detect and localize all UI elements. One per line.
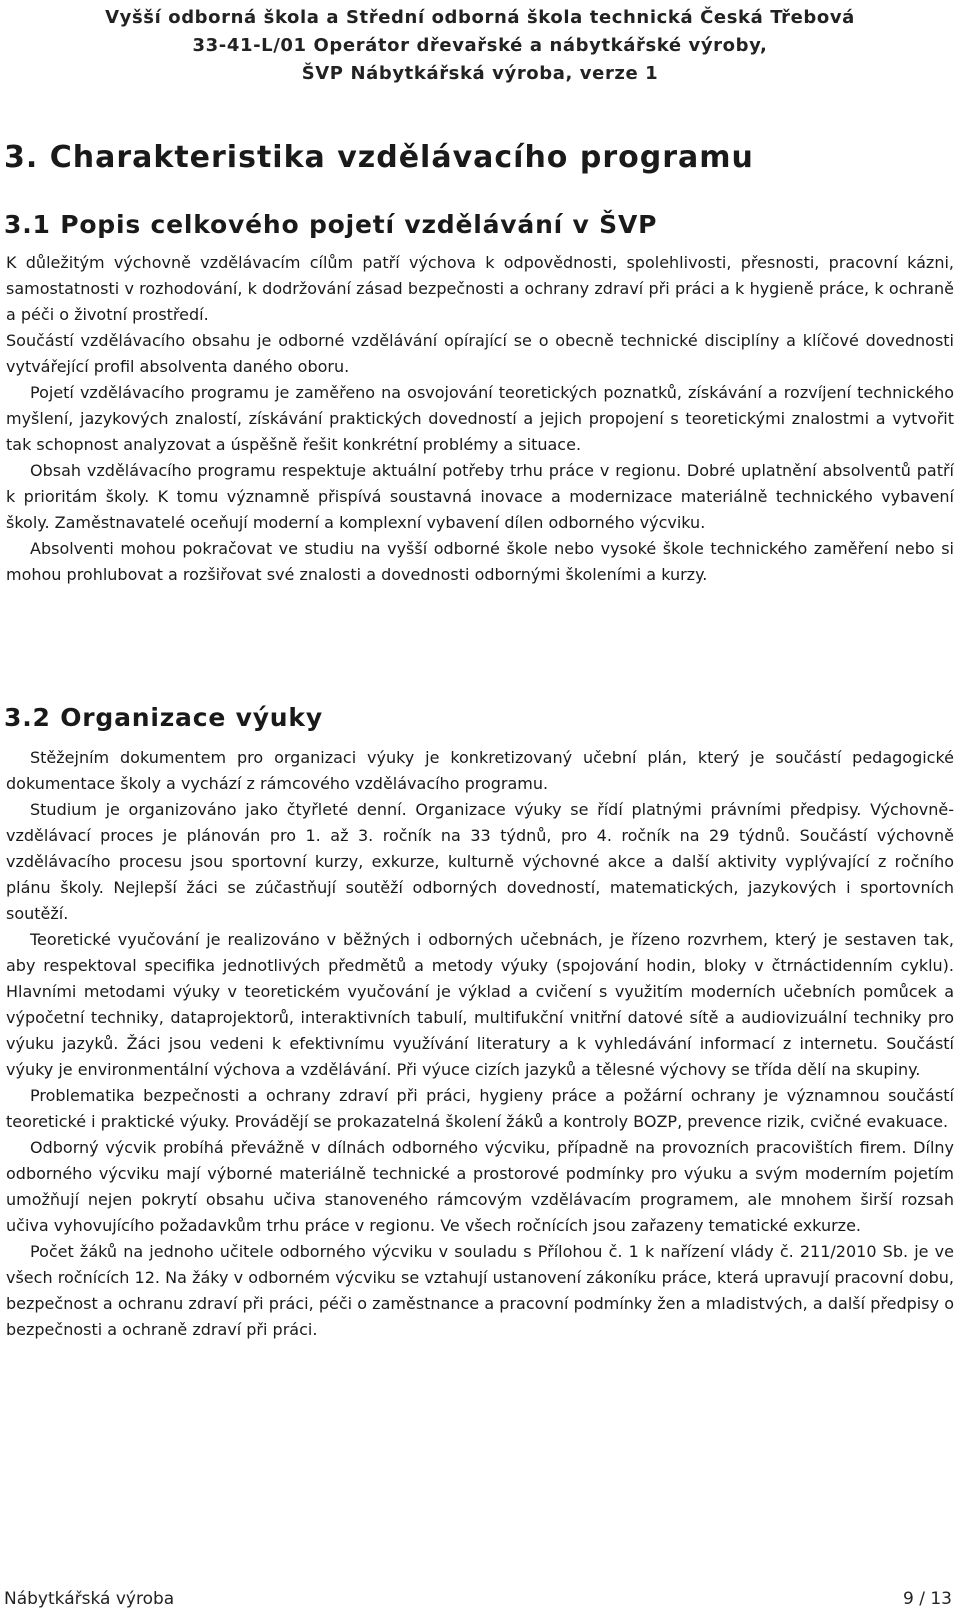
paragraph: K důležitým výchovně vzdělávacím cílům patří výchova k odpovědnosti, spolehlivosti, přesnosti, pracovní kázni, samostatnosti v rozhodování, k dodržování zásad bezpečnosti a ochrany zdraví při práci a k hygieně práce, k ochraně a péči o životní prostředí.	[6, 253, 954, 324]
section-title-3-1: 3.1 Popis celkového pojetí vzdělávání v ŠVP	[4, 210, 658, 239]
footer-document-name: Nábytkářská výroba	[4, 1589, 175, 1609]
paragraph: Teoretické vyučování je realizováno v běžných i odborných učebnách, je řízeno rozvrhem, který je sestaven tak, aby respektoval specifika jednotlivých předmětů a metody výuky (spojování hodin, bloky v čtrnáctidenním cyklu). Hlavními metodami výuky v teoretickém vyučování je výklad a cvičení s využitím moderních učebních pomůcek a výpočetní techniky, dataprojektorů, interaktivních tabulí, multifukční vnitřní datové sítě a audiovizuální techniky pro výuku jazyků. Žáci jsou vedeni k efektivnímu využívání literatury a k vyhledávání informací z internetu. Součástí výuky je environmentální výchova a vzdělávání. Při výuce cizích jazyků a tělesné výchovy se třída dělí na skupiny.	[6, 930, 954, 1079]
paragraph: Obsah vzdělávacího programu respektuje aktuální potřeby trhu práce v regionu. Dobré uplatnění absolventů patří k prioritám školy. K tomu významně přispívá soustavná inovace a modernizace materiálně technického vybavení školy. Zaměstnavatelé oceňují moderní a komplexní vybavení dílen odborného výcviku.	[6, 461, 954, 532]
paragraph: Počet žáků na jednoho učitele odborného výcviku v souladu s Přílohou č. 1 k nařízení vlády č. 211/2010 Sb. je ve všech ročnících 12. Na žáky v odborném výcviku se vztahují ustanovení zákoníku práce, která upravují pracovní dobu, bezpečnost a ochranu zdraví při práci, péči o zaměstnance a pracovní podmínky žen a mladistvých, a další předpisy o bezpečnosti a ochraně zdraví při práci.	[6, 1242, 954, 1339]
paragraph: Studium je organizováno jako čtyřleté denní. Organizace výuky se řídí platnými právními předpisy. Výchovně-vzdělávací proces je plánován pro 1. až 3. ročník na 33 týdnů, pro 4. ročník na 29 týdnů. Součástí výchovně vzdělávacího procesu jsou sportovní kurzy, exkurze, kulturně výchovné akce a další aktivity vyplývající z ročního plánu školy. Nejlepší žáci se zúčastňují soutěží odborných dovedností, matematických, jazykových i sportovních soutěží.	[6, 800, 954, 923]
header-school-name: Vyšší odborná škola a Střední odborná škola technická Česká Třebová	[105, 7, 855, 28]
section-title-3-2: 3.2 Organizace výuky	[4, 703, 323, 732]
section-body-3-1	[6, 250, 954, 588]
page-number: 9 / 13	[903, 1589, 952, 1609]
paragraph: Součástí vzdělávacího obsahu je odborné vzdělávání opírající se o obecně technické disciplíny a klíčové dovednosti vytvářející profil absolventa daného oboru.	[6, 331, 954, 376]
paragraph: Absolventi mohou pokračovat ve studiu na vyšší odborné škole nebo vysoké škole technického zaměření nebo si mohou prohlubovat a rozšiřovat své znalosti a dovednosti odbornými školeními a kurzy.	[6, 539, 954, 584]
paragraph: Stěžejním dokumentem pro organizaci výuky je konkretizovaný učební plán, který je součástí pedagogické dokumentace školy a vychází z rámcového vzdělávacího programu.	[6, 748, 954, 793]
chapter-title: 3. Charakteristika vzdělávacího programu	[4, 140, 754, 175]
paragraph: Odborný výcvik probíhá převážně v dílnách odborného výcviku, případně na provozních pracovištích firem. Dílny odborného výcviku mají výborné materiálně technické a prostorové podmínky pro výuku a svým moderním pojetím umožňují nejen pokrytí obsahu učiva stanoveného rámcovým vzdělávacím programem, ale mnohem širší rozsah učiva vyhovujícího požadavkům trhu práce v regionu. Ve všech ročnících jsou zařazeny tematické exkurze.	[6, 1138, 954, 1235]
section-body-3-2	[6, 745, 954, 1343]
page-header	[0, 4, 960, 88]
header-program-name: ŠVP Nábytkářská výroba, verze 1	[301, 63, 659, 84]
header-field-code: 33-41-L/01 Operátor dřevařské a nábytkářské výroby,	[192, 35, 768, 56]
paragraph: Problematika bezpečnosti a ochrany zdraví při práci, hygieny práce a požární ochrany je významnou součástí teoretické i praktické výuky. Provádějí se prokazatelná školení žáků a kontroly BOZP, prevence rizik, cvičné evakuace.	[6, 1086, 954, 1131]
paragraph: Pojetí vzdělávacího programu je zaměřeno na osvojování teoretických poznatků, získávání a rozvíjení technického myšlení, jazykových znalostí, získávání praktických dovedností a jejich propojení s teoretickými znalostmi a vytvořit tak schopnost analyzovat a úspěšně řešit konkrétní problémy a situace.	[6, 383, 954, 454]
